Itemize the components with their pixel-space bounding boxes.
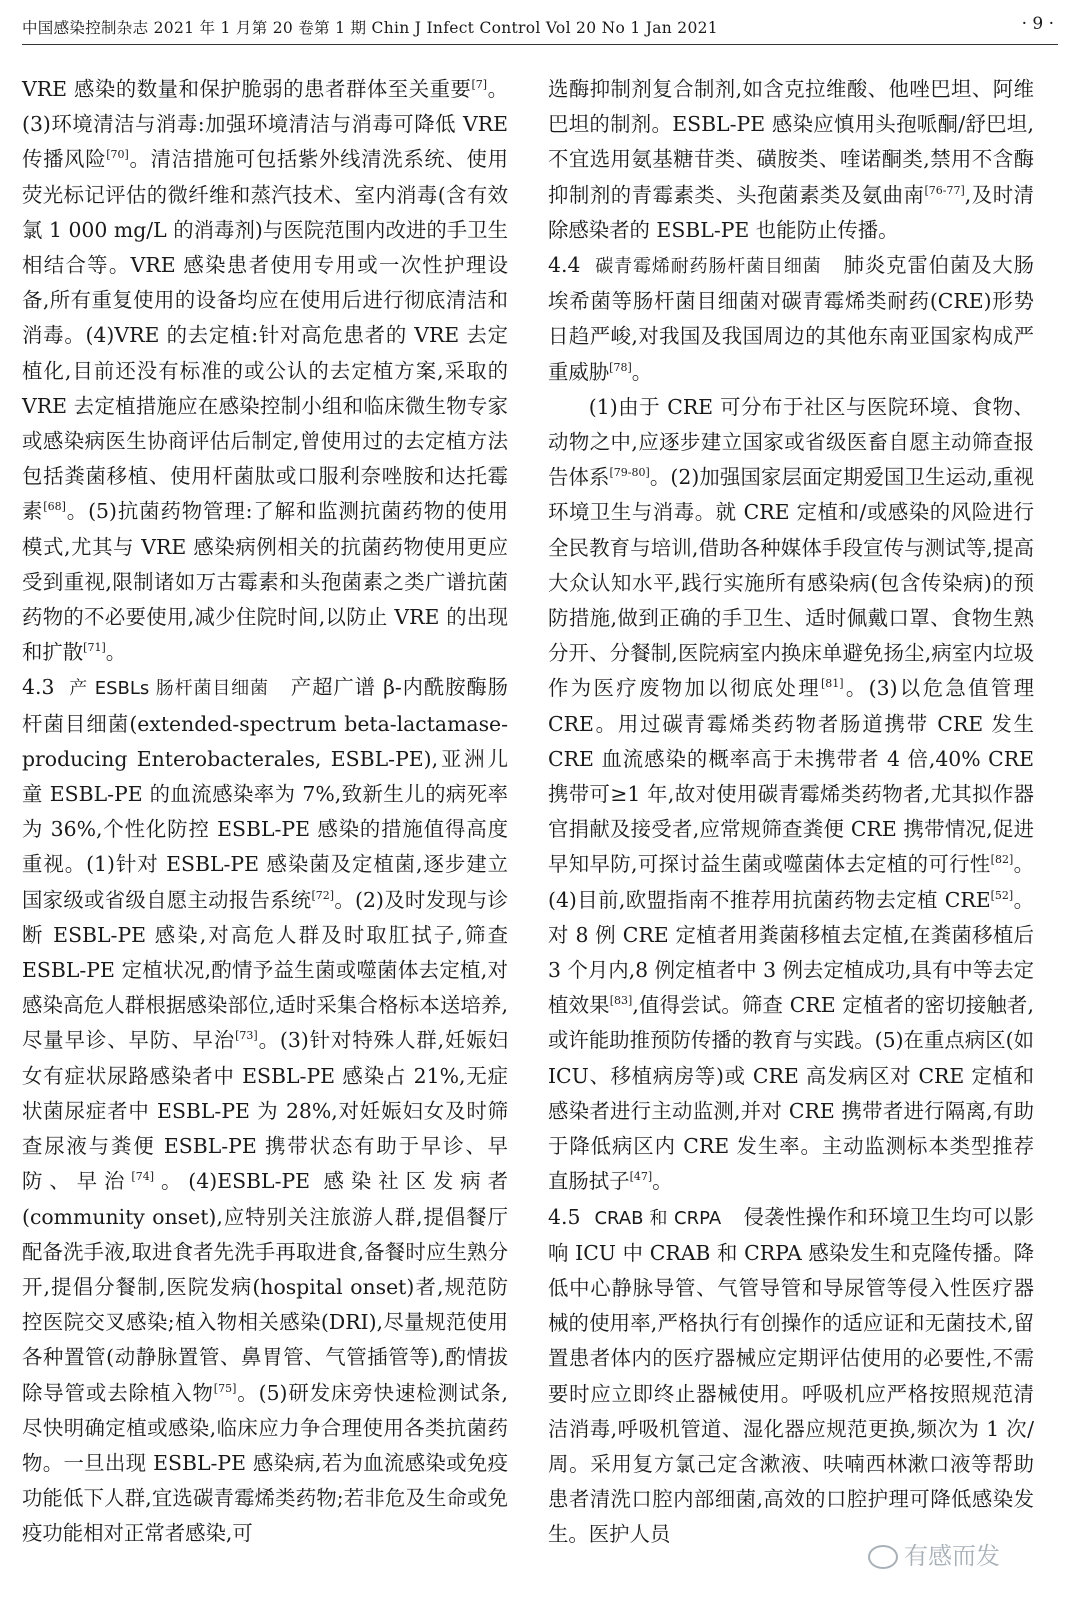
paragraph: VRE 感染的数量和保护脆弱的患者群体至关重要[7]。(3)环境清洁与消毒:加强环境清洁与消毒可降低 VRE 传播风险[70]。清洁措施可包括紫外线清洗系统、使用荧光标记评估的微纤维和蒸汽技术、室内消毒(含有效氯 1 000 mg/L 的消毒剂)与医院范围内改进的手卫生相结合等。VRE 感染患者使用专用或一次性护理设备,所有重复使用的设备均应在使用后进行彻底清洁和消毒。(4)VRE 的去定植:针对高危患者的 VRE 去定植化,目前还没有标准的或公认的去定植方案,采取的 VRE 去定植措施应在感染控制小组和临床微生物专家或感染病医生协商评估后制定,曾使用过的去定植方法包括粪菌移植、使用杆菌肽或口服利奈唑胺和达托霉素[68]。(5)抗菌药物管理:了解和监测抗菌药物的使用模式,尤其与 VRE 感染病例相关的抗菌药物使用更应受到重视,限制诸如万古霉素和头孢菌素之类广谱抗菌药物的不必要使用,减少住院时间,以防止 VRE 的出现和扩散[71]。 [22,77,509,665]
running-header [22,14,1058,45]
citation: [72] [311,888,335,902]
paragraph: 4.4 碳青霉烯耐药肠杆菌目细菌 肺炎克雷伯菌及大肠埃希菌等肠杆菌目细菌对碳青霉烯类耐药(CRE)形势日趋严峻,对我国及我国周边的其他东南亚国家构成严重威胁[78]。 [548,253,1034,384]
paragraph: 4.3 产 ESBLs 肠杆菌目细菌 产超广谱 β-内酰胺酶肠杆菌目细菌(extended-spectrum beta-lactamase-producing Enterobacterales, ESBL-PE),亚洲儿童 ESBL-PE 的血流感染率为 7%,致新生儿的病死率为 36%,个性化防控 ESBL-PE 感染的措施值得高度重视。(1)针对 ESBL-PE 感染菌及定植菌,逐步建立国家级或省级自愿主动报告系统[72]。(2)及时发现与诊断 ESBL-PE 感染,对高危人群及时取肛拭子,筛查 ESBL-PE 定植状况,酌情予益生菌或噬菌体去定植,对感染高危人群根据感染部位,适时采集合格标本送培养,尽量早诊、早防、早治[73]。(3)针对特殊人群,妊娠妇女有症状尿路感染者中 ESBL-PE 感染占 21%,无症状菌尿症者中 ESBL-PE 为 28%,对妊娠妇女及时筛查尿液与粪便 ESBL-PE 携带状态有助于早诊、早防、早治[74]。(4)ESBL-PE 感染社区发病者(community onset),应特别关注旅游人群,提倡餐厅配备洗手液,取进食者先洗手再取进食,备餐时应生熟分开,提倡分餐制,医院发病(hospital onset)者,规范防控医院交叉感染;植入物相关感染(DRI),尽量规范使用各种置管(动静脉置管、鼻胃管、气管插管等),酌情拔除导管或去除植入物[75]。(5)研发床旁快速检测试条,尽快明确定植或感染,临床应力争合理使用各类抗菌药物。一旦出现 ESBL-PE 感染病,若为血流感染或免疫功能低下人群,宜选碳青霉烯类药物;若非危及生命或免疫功能相对正常者感染,可 [22,675,509,1546]
citation: [83] [609,994,633,1008]
section-number: 4.3 [22,675,55,700]
citation: [52] [990,888,1014,902]
section-heading: CRAB 和 CRPA [594,1207,722,1229]
citation: [79-80] [609,466,650,480]
wechat-icon [868,1545,898,1569]
section-number: 4.4 [548,253,581,278]
left-column [22,72,508,1552]
section-heading: 产 ESBLs 肠杆菌目细菌 [68,678,269,700]
citation: [70] [106,148,129,162]
citation: [73] [235,1029,258,1043]
page-number: · 9 · [1021,14,1054,34]
citation: [81] [820,677,844,691]
citation: [71] [83,641,106,655]
citation: [82] [990,853,1014,867]
citation: [47] [629,1170,653,1184]
paragraph: 4.5 CRAB 和 CRPA 侵袭性操作和环境卫生均可以影响 ICU 中 CRAB 和 CRPA 感染发生和克隆传播。降低中心静脉导管、气管导管和导尿管等侵入性医疗器械的使用率,严格执行有创操作的适应证和无菌技术,留置患者体内的医疗器械应定期评估使用的必要性,不需要时应立即终止器械使用。呼吸机应严格按照规范清洁消毒,呼吸机管道、湿化器应规范更换,频次为 1 次/周。采用复方氯己定含漱液、呋喃西林漱口液等帮助患者清洗口腔内部细菌,高效的口腔护理可降低感染发生。医护人员 [548,1204,1034,1547]
paragraph: (1)由于 CRE 可分布于社区与医院环境、食物、动物之中,应逐步建立国家或省级医畜自愿主动筛查报告体系[79-80]。(2)加强国家层面定期爱国卫生运动,重视环境卫生与消毒。就 CRE 定植和/或感染的风险进行全民教育与培训,借助各种媒体手段宣传与测试等,提高大众认知水平,践行实施所有感染病(包含传染病)的预防措施,做到正确的手卫生、适时佩戴口罩、食物生熟分开、分餐制,医院病室内换床单避免扬尘,病室内垃圾作为医疗废物加以彻底处理[81]。(3)以危急值管理 CRE。用过碳青霉烯类药物者肠道携带 CRE 发生 CRE 血流感染的概率高于未携带者 4 倍,40% CRE 携带可≥1 年,故对使用碳青霉烯类药物者,尤其拟作器官捐献及接受者,应常规筛查粪便 CRE 携带情况,促进早知早防,可探讨益生菌或噬菌体去定植的可行性[82]。(4)目前,欧盟指南不推荐用抗菌药物去定植 CRE[52]。对 8 例 CRE 定植者用粪菌移植去定植,在粪菌移植后 3 个月内,8 例定植者中 3 例去定植成功,具有中等去定植效果[83],值得尝试。筛查 CRE 定植者的密切接触者,或许能助推预防传播的教育与实践。(5)在重点病区(如 ICU、移植病房等)或 CRE 高发病区对 CRE 定植和感染者进行主动监测,并对 CRE 携带者进行隔离,有助于降低病区内 CRE 发生率。主动监测标本类型推荐直肠拭子[47]。 [548,394,1035,1194]
right-column [548,72,1034,1553]
citation: [68] [43,500,66,514]
citation: [76-77] [924,183,965,197]
watermark-text: 有感而发 [904,1542,1000,1570]
citation: [75] [213,1381,237,1395]
citation: [74] [131,1170,154,1184]
section-heading: 碳青霉烯耐药肠杆菌目细菌 [594,256,822,278]
citation: [78] [609,360,632,374]
section-number: 4.5 [548,1204,581,1229]
paragraph: 选酶抑制剂复合制剂,如含克拉维酸、他唑巴坦、阿维巴坦的制剂。ESBL-PE 感染应慎用头孢哌酮/舒巴坦,不宜选用氨基糖苷类、磺胺类、喹诺酮类,禁用不含酶抑制剂的青霉素类、头孢菌素类及氨曲南[76-77],及时清除感染者的 ESBL-PE 也能防止传播。 [548,77,1035,242]
watermark [868,1536,1000,1571]
journal-citation: 中国感染控制杂志 2021 年 1 月第 20 卷第 1 期 Chin J Infect Control Vol 20 No 1 Jan 2021 [22,19,718,37]
citation: [7] [471,78,488,91]
